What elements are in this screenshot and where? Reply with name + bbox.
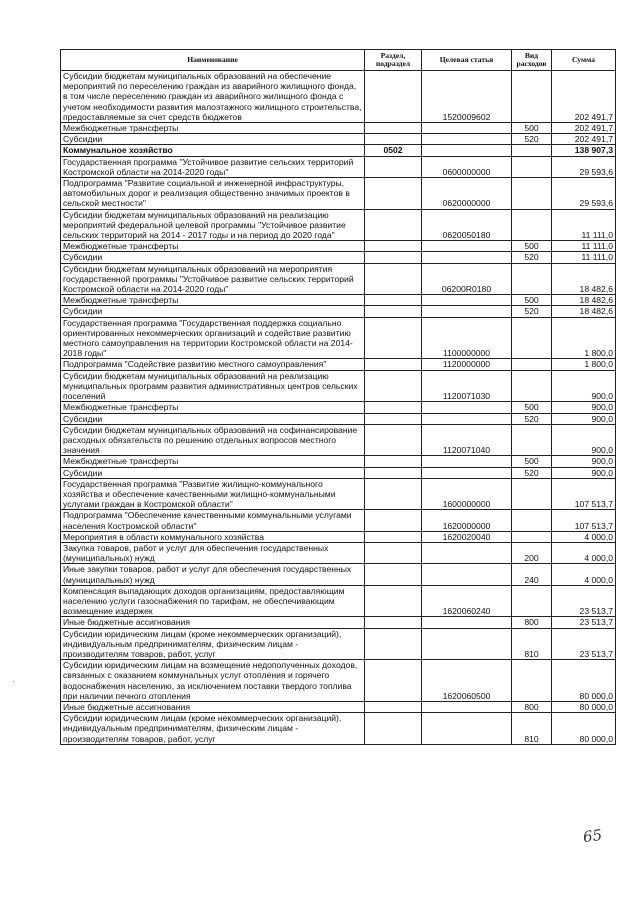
cell-sum: 900,0 xyxy=(552,467,616,478)
cell-type: 500 xyxy=(512,241,552,252)
cell-name: Государственная программа "Устойчивое развитие сельских территорий Костромской области на 2014-2020 годы" xyxy=(61,156,365,177)
cell-sum: 4 000,0 xyxy=(552,564,616,585)
cell-target: 1520009602 xyxy=(422,71,512,123)
cell-section xyxy=(365,628,422,660)
cell-type xyxy=(512,178,552,210)
cell-name: Субсидии бюджетам муниципальных образований на мероприятия государственной программы "Устойчивое развитие сельских территорий Костромской области на 2014-2020 годы" xyxy=(61,263,365,295)
cell-target: 0620050180 xyxy=(422,209,512,241)
cell-sum: 107 513,7 xyxy=(552,478,616,510)
cell-section xyxy=(365,713,422,745)
cell-section xyxy=(365,478,422,510)
cell-name: Подпрограмма "Обеспечение качественными коммунальными услугами населения Костромской области" xyxy=(61,510,365,531)
cell-section xyxy=(365,424,422,456)
cell-target xyxy=(422,295,512,306)
cell-type: 240 xyxy=(512,564,552,585)
table-row xyxy=(61,306,616,317)
cell-target: 1620020040 xyxy=(422,531,512,542)
cell-type xyxy=(512,317,552,359)
cell-section xyxy=(365,542,422,563)
page-number: 65 xyxy=(581,825,604,847)
cell-type: 500 xyxy=(512,123,552,134)
cell-sum: 80 000,0 xyxy=(552,701,616,712)
cell-sum: 11 111,0 xyxy=(552,209,616,241)
cell-target: 1600000000 xyxy=(422,478,512,510)
cell-target: 1620000000 xyxy=(422,510,512,531)
table-row xyxy=(61,402,616,413)
cell-section xyxy=(365,209,422,241)
cell-name: Иные закупки товаров, работ и услуг для обеспечения государственных (муниципальных) нужд xyxy=(61,564,365,585)
cell-target: 1120071030 xyxy=(422,370,512,402)
cell-sum: 23 513,7 xyxy=(552,585,616,617)
cell-section xyxy=(365,413,422,424)
cell-target xyxy=(422,252,512,263)
cell-section xyxy=(365,585,422,617)
cell-name: Межбюджетные трансферты xyxy=(61,241,365,252)
cell-section xyxy=(365,701,422,712)
cell-type xyxy=(512,531,552,542)
cell-sum: 202 491,7 xyxy=(552,71,616,123)
cell-section: 0502 xyxy=(365,145,422,156)
cell-sum: 11 111,0 xyxy=(552,241,616,252)
cell-sum: 29 593,6 xyxy=(552,156,616,177)
table-row xyxy=(61,317,616,359)
cell-name: Коммунальное хозяйство xyxy=(61,145,365,156)
cell-name: Субсидии xyxy=(61,252,365,263)
cell-sum: 202 491,7 xyxy=(552,134,616,145)
header-name: Наименование xyxy=(61,50,365,71)
cell-sum: 23 513,7 xyxy=(552,617,616,628)
cell-type: 520 xyxy=(512,306,552,317)
cell-sum: 18 482,6 xyxy=(552,306,616,317)
cell-target xyxy=(422,713,512,745)
cell-name: Субсидии xyxy=(61,413,365,424)
cell-sum: 900,0 xyxy=(552,424,616,456)
cell-name: Межбюджетные трансферты xyxy=(61,295,365,306)
cell-section xyxy=(365,402,422,413)
cell-type xyxy=(512,510,552,531)
cell-name: Подпрограмма "Развитие социальной и инженерной инфраструктуры, автомобильных дорог и реализация общественно значимых проектов в сельской местности" xyxy=(61,178,365,210)
cell-type xyxy=(512,145,552,156)
table-row xyxy=(61,178,616,210)
cell-type: 520 xyxy=(512,252,552,263)
table-row xyxy=(61,370,616,402)
table-row xyxy=(61,263,616,295)
cell-name: Субсидии бюджетам муниципальных образований на софинансирование расходных обязательств по решению отдельных вопросов местного значения xyxy=(61,424,365,456)
cell-target xyxy=(422,134,512,145)
cell-sum: 900,0 xyxy=(552,456,616,467)
table-row xyxy=(61,531,616,542)
cell-target xyxy=(422,413,512,424)
cell-target xyxy=(422,306,512,317)
cell-name: Мероприятия в области коммунального хозяйства xyxy=(61,531,365,542)
cell-name: Межбюджетные трансферты xyxy=(61,402,365,413)
cell-type xyxy=(512,585,552,617)
cell-type: 500 xyxy=(512,402,552,413)
cell-name: Государственная программа "Государственная поддержка социально ориентированных некоммерческих организаций и содействие развитию местного самоуправления на территории Костромской области на 2014-2018 годы" xyxy=(61,317,365,359)
table-row xyxy=(61,478,616,510)
cell-sum: 18 482,6 xyxy=(552,263,616,295)
cell-sum: 1 800,0 xyxy=(552,359,616,370)
cell-section xyxy=(365,617,422,628)
cell-target: 1120071040 xyxy=(422,424,512,456)
cell-name: Иные бюджетные ассигнования xyxy=(61,617,365,628)
cell-sum: 80 000,0 xyxy=(552,713,616,745)
cell-name: Субсидии бюджетам муниципальных образований на реализацию муниципальных программ развития административных центров сельских поселений xyxy=(61,370,365,402)
table-row xyxy=(61,156,616,177)
cell-section xyxy=(365,241,422,252)
cell-type xyxy=(512,424,552,456)
cell-sum: 18 482,6 xyxy=(552,295,616,306)
table-row xyxy=(61,134,616,145)
cell-type xyxy=(512,359,552,370)
cell-name: Компенсация выпадающих доходов организациям, предоставляющим населению услуги газоснабжения по тарифам, не обеспечивающим возмещение издержек xyxy=(61,585,365,617)
table-row xyxy=(61,660,616,702)
table-row xyxy=(61,241,616,252)
cell-section xyxy=(365,295,422,306)
cell-type xyxy=(512,263,552,295)
cell-section xyxy=(365,359,422,370)
cell-type: 500 xyxy=(512,456,552,467)
cell-name: Подпрограмма "Содействие развитию местного самоуправления" xyxy=(61,359,365,370)
table-row xyxy=(61,713,616,745)
cell-target: 06200R0180 xyxy=(422,263,512,295)
cell-target: 0600000000 xyxy=(422,156,512,177)
cell-sum: 107 513,7 xyxy=(552,510,616,531)
cell-sum: 138 907,3 xyxy=(552,145,616,156)
budget-table xyxy=(60,49,616,745)
cell-name: Субсидии xyxy=(61,306,365,317)
table-row xyxy=(61,123,616,134)
header-target: Целевая статья xyxy=(422,50,512,71)
cell-section xyxy=(365,467,422,478)
cell-name: Межбюджетные трансферты xyxy=(61,456,365,467)
cell-section xyxy=(365,263,422,295)
table-row xyxy=(61,252,616,263)
cell-section xyxy=(365,123,422,134)
table-row xyxy=(61,359,616,370)
cell-type: 810 xyxy=(512,628,552,660)
table-header-row xyxy=(61,50,616,71)
cell-section xyxy=(365,71,422,123)
cell-target xyxy=(422,701,512,712)
budget-table-sheet xyxy=(60,49,615,745)
cell-type: 520 xyxy=(512,134,552,145)
cell-target xyxy=(422,628,512,660)
cell-target: 1620060500 xyxy=(422,660,512,702)
cell-name: Иные бюджетные ассигнования xyxy=(61,701,365,712)
cell-sum: 4 000,0 xyxy=(552,542,616,563)
table-row xyxy=(61,510,616,531)
cell-type: 810 xyxy=(512,713,552,745)
cell-name: Субсидии юридическим лицам на возмещение недополученных доходов, связанных с оказанием коммунальных услуг отопления и горячего водоснабжения населению, за исключением поставки твердого топлива при наличии печного отопления xyxy=(61,660,365,702)
cell-sum: 29 593,6 xyxy=(552,178,616,210)
cell-type: 800 xyxy=(512,701,552,712)
cell-type xyxy=(512,71,552,123)
cell-target xyxy=(422,145,512,156)
cell-target xyxy=(422,123,512,134)
table-row xyxy=(61,424,616,456)
cell-target: 1120000000 xyxy=(422,359,512,370)
table-body xyxy=(61,71,616,745)
cell-section xyxy=(365,531,422,542)
table-row xyxy=(61,209,616,241)
table-row xyxy=(61,145,616,156)
cell-target xyxy=(422,456,512,467)
cell-name: Субсидии юридическим лицам (кроме некоммерческих организаций), индивидуальным предпринимателям, физическим лицам - производителям товаров, работ, услуг xyxy=(61,628,365,660)
cell-type xyxy=(512,209,552,241)
cell-target: 1100000000 xyxy=(422,317,512,359)
header-sum: Сумма xyxy=(552,50,616,71)
cell-type xyxy=(512,370,552,402)
cell-sum: 900,0 xyxy=(552,370,616,402)
table-row xyxy=(61,456,616,467)
cell-section xyxy=(365,252,422,263)
cell-section xyxy=(365,510,422,531)
table-row xyxy=(61,564,616,585)
cell-target: 1620060240 xyxy=(422,585,512,617)
table-row xyxy=(61,628,616,660)
table-row xyxy=(61,413,616,424)
cell-type: 500 xyxy=(512,295,552,306)
cell-name: Субсидии xyxy=(61,134,365,145)
table-row xyxy=(61,701,616,712)
cell-sum: 900,0 xyxy=(552,413,616,424)
margin-mark: · xyxy=(12,676,15,686)
cell-name: Субсидии xyxy=(61,467,365,478)
table-row xyxy=(61,71,616,123)
cell-type: 200 xyxy=(512,542,552,563)
cell-name: Субсидии юридическим лицам (кроме некоммерческих организаций), индивидуальным предпринимателям, физическим лицам - производителям товаров, работ, услуг xyxy=(61,713,365,745)
cell-sum: 1 800,0 xyxy=(552,317,616,359)
cell-name: Межбюджетные трансферты xyxy=(61,123,365,134)
cell-type: 800 xyxy=(512,617,552,628)
cell-sum: 80 000,0 xyxy=(552,660,616,702)
cell-name: Субсидии бюджетам муниципальных образований на реализацию мероприятий федеральной целевой программы "Устойчивое развитие сельских территорий на 2014 - 2017 годы и на период до 2020 года" xyxy=(61,209,365,241)
cell-name: Закупка товаров, работ и услуг для обеспечения государственных (муниципальных) нужд xyxy=(61,542,365,563)
header-type: Вид расходов xyxy=(512,50,552,71)
cell-target xyxy=(422,617,512,628)
cell-target xyxy=(422,241,512,252)
cell-section xyxy=(365,178,422,210)
cell-type xyxy=(512,478,552,510)
cell-target xyxy=(422,402,512,413)
cell-section xyxy=(365,370,422,402)
cell-type: 520 xyxy=(512,467,552,478)
cell-target xyxy=(422,564,512,585)
table-row xyxy=(61,617,616,628)
cell-type xyxy=(512,660,552,702)
cell-section xyxy=(365,660,422,702)
table-row xyxy=(61,542,616,563)
cell-sum: 4 000,0 xyxy=(552,531,616,542)
header-section: Раздел, подраздел xyxy=(365,50,422,71)
cell-section xyxy=(365,317,422,359)
cell-target xyxy=(422,467,512,478)
cell-sum: 23 513,7 xyxy=(552,628,616,660)
table-row xyxy=(61,467,616,478)
cell-sum: 202 491,7 xyxy=(552,123,616,134)
cell-type: 520 xyxy=(512,413,552,424)
cell-target xyxy=(422,542,512,563)
cell-section xyxy=(365,156,422,177)
cell-name: Субсидии бюджетам муниципальных образований на обеспечение мероприятий по переселению граждан из аварийного жилищного фонда, в том числе переселению граждан из аварийного жилищного фонда с учетом необходимости развития малоэтажного жилищного строительства, предоставляемые за счет средств бюджетов xyxy=(61,71,365,123)
cell-section xyxy=(365,134,422,145)
cell-target: 0620000000 xyxy=(422,178,512,210)
cell-section xyxy=(365,564,422,585)
cell-section xyxy=(365,456,422,467)
cell-sum: 11 111,0 xyxy=(552,252,616,263)
table-row xyxy=(61,585,616,617)
cell-type xyxy=(512,156,552,177)
table-row xyxy=(61,295,616,306)
cell-sum: 900,0 xyxy=(552,402,616,413)
cell-name: Государственная программа "Развитие жилищно-коммунального хозяйства и обеспечение качественными жилищно-коммунальными услугами граждан в Костромской области" xyxy=(61,478,365,510)
cell-section xyxy=(365,306,422,317)
